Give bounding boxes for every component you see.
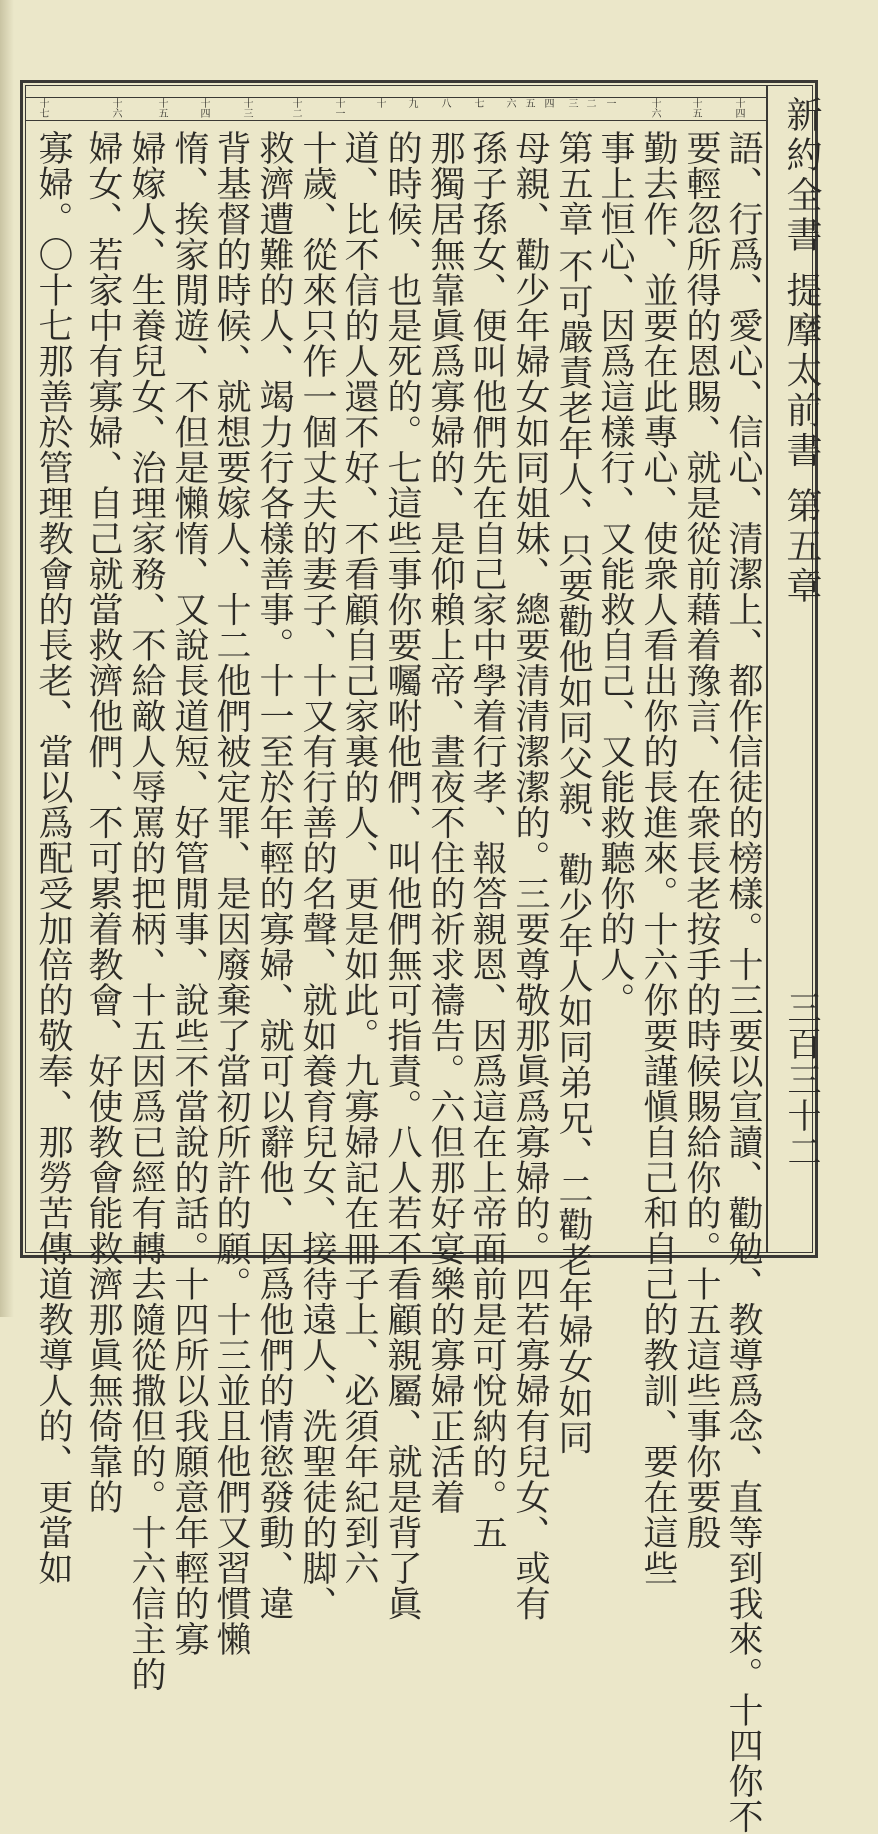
verse-marker: 十三 — [241, 98, 252, 118]
running-title: 新約全書 提摩太前書 第五章 — [781, 96, 822, 607]
header-divider — [766, 85, 768, 1253]
text-column: 母親、勸少年婦女如同姐妹、總要清清潔潔的。三要尊敬那眞爲寡婦的。四若寡婦有兒女、或有 — [510, 130, 550, 1621]
verse-marker: 十七 — [37, 98, 48, 118]
text-column: 事上恒心、因爲這樣行、又能救自己、又能救聽你的人。 — [595, 130, 635, 1018]
text-column: 惰、挨家閒遊、不但是懶惰、又說長道短、好管閒事、說些不當說的話。十四所以我願意年輕的寡 — [169, 130, 209, 1657]
text-column: 十歲、從來只作一個丈夫的妻子、十又有行善的名聲、就如養育兒女、接待遠人、洗聖徒的脚、 — [297, 130, 337, 1621]
chapter-heading-column: 第五章 不可嚴責老年人、只要勸他如同父親、勸少年人如同弟兄、二勸老年婦女如同 — [553, 130, 593, 1456]
text-column: 婦女、若家中有寡婦、自己就當救濟他們、不可累着教會、好使教會能救濟那眞無倚靠的 — [83, 130, 123, 1515]
text-column: 那獨居無靠眞爲寡婦的、是仰賴上帝、晝夜不住的祈求禱告。六但那好宴樂的寡婦正活着 — [425, 130, 465, 1515]
verse-marker: 八 — [439, 98, 450, 108]
verse-marker: 十五 — [156, 98, 167, 118]
verse-marker: 五 — [523, 98, 534, 108]
text-column: 寡婦。〇十七那善於管理教會的長老、當以爲配受加倍的敬奉、那勞苦傳道教導人的、更當如 — [33, 130, 73, 1586]
text-column: 要輕忽所得的恩賜、就是從前藉着豫言、在衆長老按手的時候賜給你的。十五這些事你要殷 — [681, 130, 721, 1550]
page-edge-shadow — [0, 0, 14, 1317]
text-column: 語、行爲、愛心、信心、清潔上、都作信徒的榜樣。十三要以宣讀、勸勉、教導爲念、直等到我來。十四你不 — [723, 130, 763, 1834]
verse-marker: 三 — [566, 98, 577, 108]
margin-rule-bottom — [25, 120, 767, 121]
verse-marker: 二 — [584, 98, 595, 108]
verse-marker: 六 — [504, 98, 515, 108]
text-column: 婦嫁人、生養兒女、治理家務、不給敵人辱罵的把柄、十五因爲已經有轉去隨從撒但的。十六信主的 — [126, 130, 166, 1692]
text-column: 孫子孫女、便叫他們先在自己家中學着行孝、報答親恩、因爲這在上帝面前是可悅納的。五 — [467, 130, 507, 1550]
verse-marker: 十六 — [110, 98, 121, 118]
verse-marker: 十四 — [198, 98, 209, 118]
text-column: 的時候、也是死的。七這些事你要囑咐他們、叫他們無可指責。八人若不看顧親屬、就是背了眞 — [382, 130, 422, 1621]
verse-marker: 十五 — [690, 98, 701, 118]
verse-marker: 十六 — [649, 98, 660, 118]
verse-marker: 七 — [472, 98, 483, 108]
text-column: 勤去作、並要在此專心、使衆人看出你的長進來。十六你要謹愼自己和自己的教訓、要在這些 — [638, 130, 678, 1586]
verse-marker: 十二 — [290, 98, 301, 118]
text-column: 背基督的時候、就想要嫁人、十二他們被定罪、是因廢棄了當初所許的願。十三並且他們又習慣懶 — [211, 130, 251, 1657]
verse-marker: 十一 — [333, 98, 344, 118]
verse-marker: 九 — [406, 98, 417, 108]
text-column: 救濟遭難的人、竭力行各樣善事。十一至於年輕的寡婦、就可以辭他、因爲他們的情慾發動、違 — [254, 130, 294, 1621]
text-column: 道、比不信的人還不好、不看顧自己家裏的人、更是如此。九寡婦記在冊子上、必須年紀到六 — [339, 130, 379, 1586]
verse-marker: 四 — [542, 98, 553, 108]
page-number: 三百三十二 — [781, 990, 821, 1170]
verse-marker: 十四 — [733, 98, 744, 118]
verse-marker: 十 — [374, 98, 385, 108]
verse-marker: 一 — [604, 98, 615, 108]
